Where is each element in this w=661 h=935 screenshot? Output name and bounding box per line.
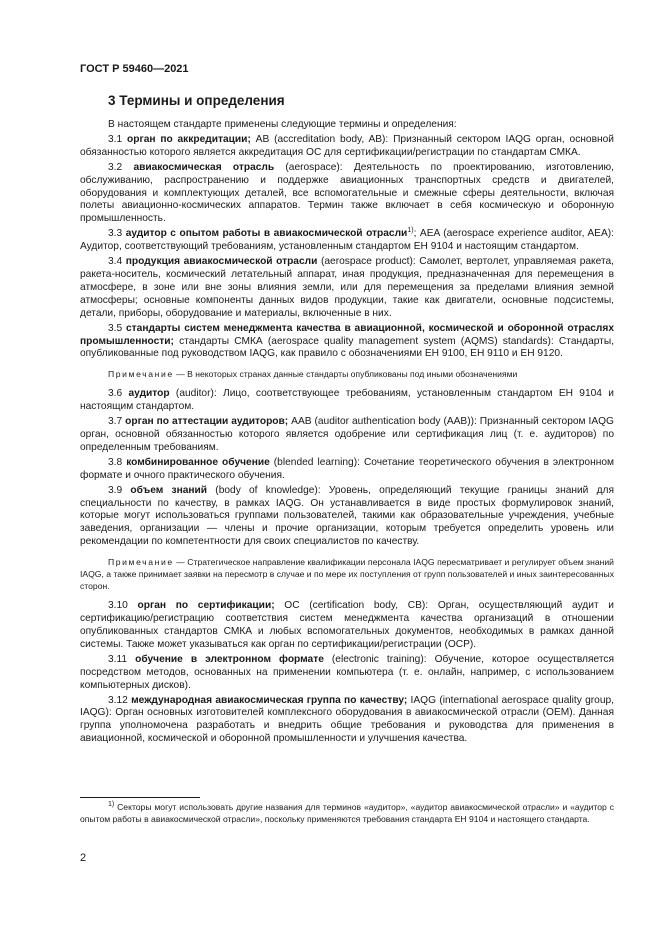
term-definition: (auditor): Лицо, соответствующее требованиям, установленным стандартом ЕН 9104 и настоящим стандартом.	[80, 388, 614, 413]
term-3-5	[80, 323, 614, 362]
term-name: объем знаний	[130, 484, 208, 496]
footnote-text: Секторы могут использовать другие названия для терминов «аудитор», «аудитор авиакосмической отрасли» и «аудитор с опытом работы в авиакосмической отрасли», поскольку применяются требования стандарта ЕН 9104 и настоящего стандарта.	[80, 802, 614, 824]
term-number: 3.2	[108, 161, 123, 173]
term-name: международная авиакосмическая группа по качеству;	[131, 694, 408, 706]
term-3-11	[80, 654, 614, 693]
term-number: 3.6	[108, 388, 123, 400]
page-number: 2	[80, 852, 87, 864]
term-name: орган по аккредитации;	[127, 133, 251, 145]
note-1	[80, 368, 614, 380]
term-3-3	[80, 228, 614, 254]
term-number: 3.12	[108, 694, 128, 706]
term-3-2	[80, 162, 614, 227]
note-text: — Стратегическое направление квалификации персонала IAQG пересматривает и регулирует объем знаний IAQG, а также принимает заявки на пересмотр в случае и по мере их поступления от групп пользователей и иных заинтересованных сторон.	[80, 557, 614, 592]
footnote	[80, 801, 614, 825]
term-definition: (body of knowledge): Уровень, определяющий текущие границы знаний для специальности по качеству, в рамках IAQG. Он устанавливается в виде простых формулировок знаний, которые могут использоваться группами пользователей, такими как образовательные учреждения, учебные заведения, организации — члены и прочие организации, которым требуется определить уровень или рекомендации по компетентности для своих специалистов по качеству.	[80, 484, 614, 548]
term-number: 3.5	[108, 322, 123, 334]
term-number: 3.3	[108, 228, 123, 240]
term-name: обучение в электронном формате	[135, 653, 324, 665]
term-number: 3.9	[108, 484, 123, 496]
term-3-10	[80, 600, 614, 652]
term-definition: ; AEA (aerospace experience auditor, AEA): Аудитор, соответствующий требованиям, установленным стандартом ЕН 9104 и настоящим стандартом.	[80, 228, 614, 253]
term-definition: AB (accreditation body, AB): Признанный сектором IAQG орган, основной обязанностью которого является аккредитация ОС для сертификации/регистрации по стандартам СМКА.	[80, 133, 614, 158]
term-name: аудитор с опытом работы в авиакосмической отрасли	[125, 228, 408, 240]
term-number: 3.10	[108, 600, 128, 612]
footnote-reference[interactable]: 1)	[407, 227, 414, 235]
note-2	[80, 556, 614, 592]
term-number: 3.4	[108, 256, 123, 268]
term-definition: (electronic training): Обучение, которое осуществляется посредством методов, основанных на применении компьютера (т. е. онлайн, например, с использованием компьютерных дисков).	[80, 653, 614, 691]
term-definition: AAB (auditor authentication body (AAB)): Признанный сектором IAQG орган, основной обязанностью которого является одобрение или сертификация лиц (т. е. аудиторов) по определенным требованиям.	[80, 416, 614, 453]
term-name: аудитор	[128, 388, 170, 400]
footnote-mark: 1)	[108, 801, 115, 808]
section-title: 3 Термины и определения	[108, 93, 285, 108]
note-label: Примечание	[108, 557, 174, 568]
term-3-4	[80, 256, 614, 321]
term-3-12	[80, 695, 614, 747]
term-definition: IAQG (international aerospace quality group, IAQG): Орган основных изготовителей комплексного оборудования в авиакосмической отрасли (OEM). Данная группа уполномочена разработать и внедрить общие требования и руководства для применения в авиационной, космической и оборонной промышленности и улучшения качества.	[80, 694, 614, 745]
term-name: стандарты систем менеджмента качества в авиационной, космической и оборонной отраслях промышленности;	[80, 322, 614, 347]
note-text: — В некоторых странах данные стандарты опубликованы под иными обозначениями	[173, 369, 518, 380]
term-3-7	[80, 416, 614, 455]
note-label: Примечание	[108, 369, 174, 380]
footnote-separator	[80, 797, 200, 798]
term-definition: (aerospace product): Самолет, вертолет, управляемая ракета, ракета-носитель, космический летательный аппарат, иная продукция, предназначенная для перемещения в атмосфере, в зоне или вне зоны влияния земли, или для перемещения за пределами влияния земной атмосферы; основные компоненты данных видов продукции, такие как двигатели, основные подсистемы, детали, приборы, оборудование и материалы, включенные в них.	[80, 256, 614, 319]
term-number: 3.7	[108, 416, 123, 428]
term-3-1	[80, 134, 614, 160]
term-number: 3.1	[108, 133, 123, 145]
term-definition: ОС (certification body, CB): Орган, осуществляющий аудит и сертификацию/регистрацию соответствия систем менеджмента качества организаций в отношении опубликованных стандартов СМКА и любых вспомогательных документов, необходимых в рамках данной системы. Также может указываться как орган по сертификации/регистрации (OCP).	[80, 600, 614, 650]
term-3-6	[80, 388, 614, 414]
term-definition: (aerospace): Деятельность по проектированию, изготовлению, обслуживанию, распространению и поддержке авиационных транспортных средств и двигателей, оборудования и комплектующих деталей, все вспомогательные и смежные сферы деятельности, включая полеты авиационно-космических аппаратов. Термин также включает в себя космическую и оборонную промышленность.	[80, 161, 614, 225]
term-3-9	[80, 485, 614, 550]
term-definition: (blended learning): Сочетание теоретического обучения в электронном формате и очного практического обучения.	[80, 456, 614, 481]
term-name: орган по сертификации;	[137, 600, 275, 612]
standard-designation: ГОСТ Р 59460—2021	[80, 63, 189, 75]
document-body	[80, 92, 614, 746]
term-name: продукция авиакосмической отрасли	[125, 256, 318, 268]
section-intro: В настоящем стандарте применены следующие термины и определения:	[108, 119, 457, 130]
term-number: 3.11	[108, 653, 128, 665]
term-number: 3.8	[108, 456, 123, 468]
term-name: комбинированное обучение	[126, 456, 270, 468]
term-name: орган по аттестации аудиторов;	[125, 416, 289, 428]
term-3-8	[80, 457, 614, 483]
term-name: авиакосмическая отрасль	[133, 161, 275, 173]
term-definition: стандарты СМКА (aerospace quality management system (AQMS) standards): Стандарты, опубликованные под руководством IAQG, как правило с обозначениями ЕН 9100, ЕН 9110 и ЕН 9120.	[80, 335, 614, 360]
